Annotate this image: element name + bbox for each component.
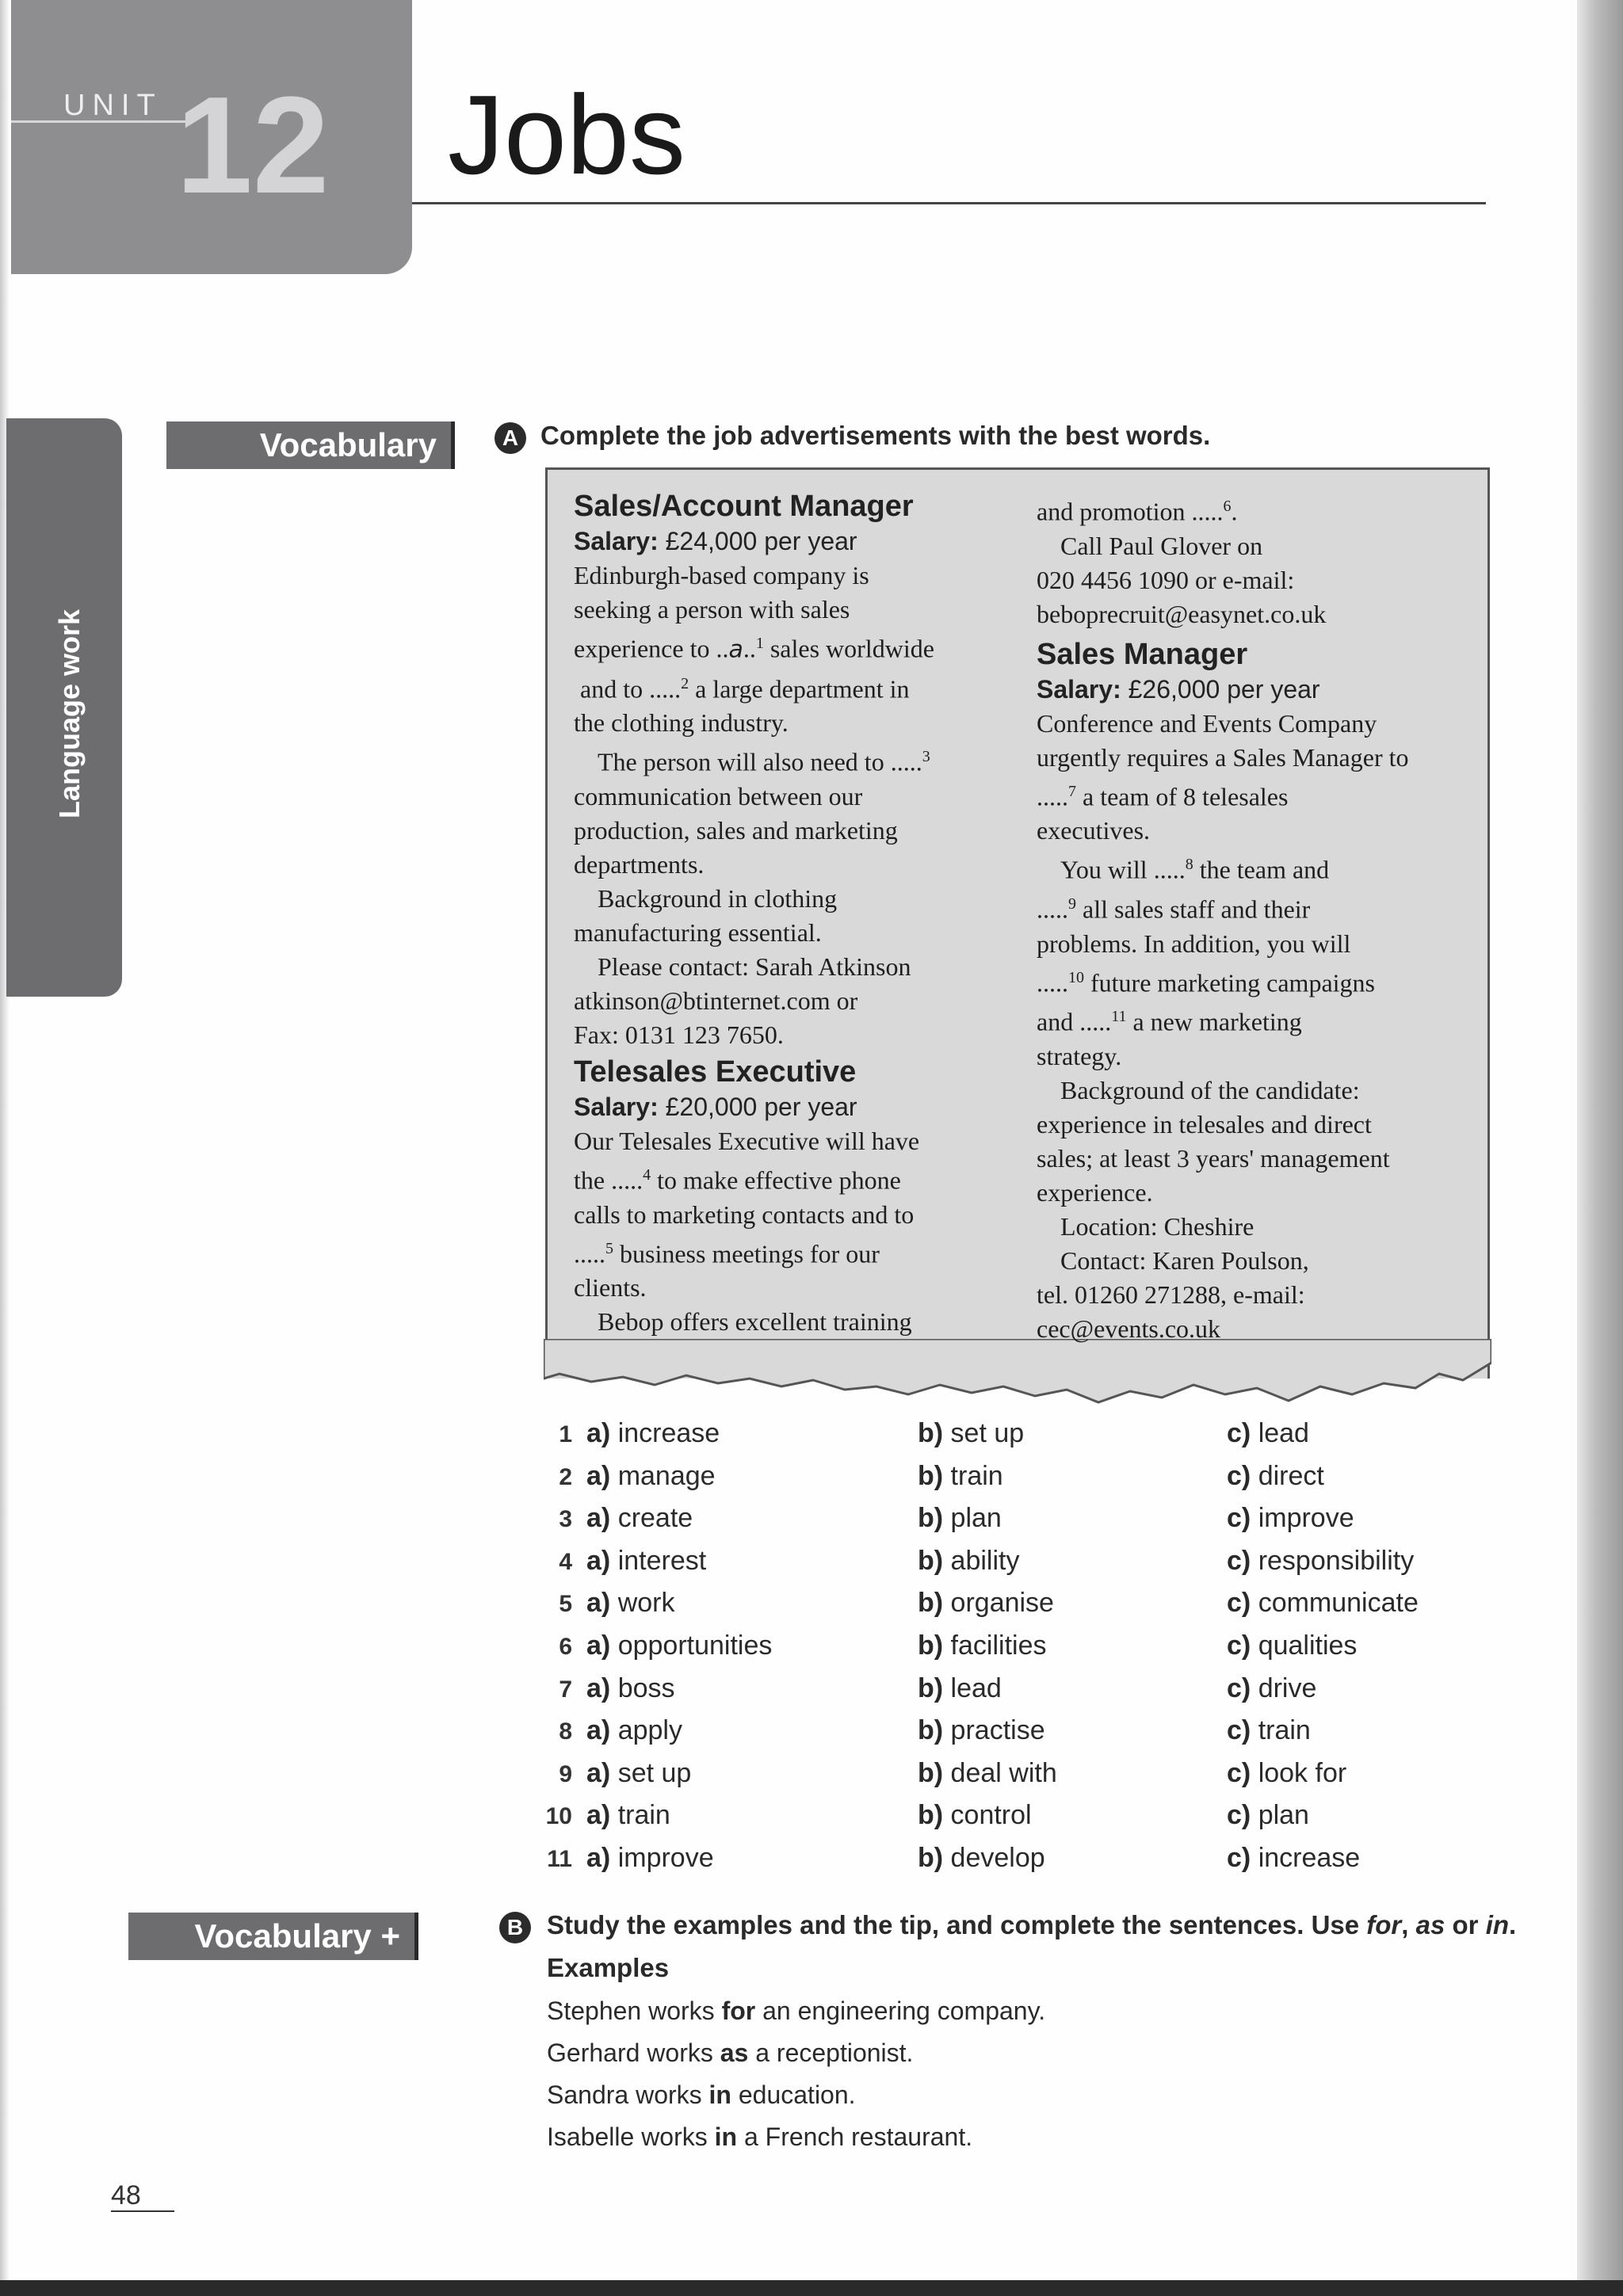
option-a[interactable] [586,1547,706,1574]
option-text: drive [1258,1673,1317,1703]
option-text: plan [1258,1800,1309,1830]
option-letter: c) [1227,1630,1251,1661]
option-text: interest [617,1546,707,1576]
option-number: 7 [559,1676,572,1703]
option-letter: b) [918,1546,944,1576]
ad-text: .....$^7$ a team of 8 telesales [1037,782,1289,811]
option-text: lead [1258,1418,1309,1448]
option-b[interactable] [918,1463,1003,1489]
option-letter: c) [1227,1715,1251,1745]
option-a[interactable] [586,1420,720,1447]
option-b[interactable] [918,1717,1045,1744]
ad-text: .....$^5$ business meetings for our [574,1239,880,1268]
option-b[interactable] [918,1675,1002,1702]
option-letter: a) [586,1673,611,1703]
ad-text: seeking a person with sales [574,595,850,624]
option-letter: c) [1227,1503,1251,1533]
ad-text: Background in clothing [598,883,838,913]
option-text: improve [1258,1503,1354,1533]
ad-text: .....$^{10}$ future marketing campaigns [1037,968,1375,997]
option-letter: c) [1227,1758,1251,1788]
option-number: 2 [559,1464,572,1490]
option-letter: b) [918,1715,944,1745]
example-sentence: Isabelle works in a French restaurant. [547,2122,973,2151]
option-c[interactable] [1227,1547,1414,1574]
exercise-a-instruction: Complete the job advertisements with the best words. [540,421,1211,450]
ad-title: Sales Manager [1037,637,1248,671]
option-a[interactable] [586,1505,693,1531]
ad-text: beboprecruit@easynet.co.uk [1037,599,1327,628]
page-bottom-edge [0,2280,1623,2296]
exercise-marker-b: B [499,1912,531,1943]
ad-title: Telesales Executive [574,1055,857,1089]
option-number: 1 [559,1421,572,1447]
option-c[interactable] [1227,1717,1311,1744]
ad-text: Bebop offers excellent training [598,1307,912,1337]
option-letter: a) [586,1843,611,1873]
option-text: train [950,1461,1003,1491]
page-title: Jobs [448,72,685,198]
option-c[interactable] [1227,1844,1360,1871]
option-a[interactable] [586,1844,714,1871]
example-sentence: Gerhard works as a receptionist. [547,2039,914,2067]
option-b[interactable] [918,1802,1032,1829]
ad-text: calls to marketing contacts and to [574,1199,915,1229]
option-a[interactable] [586,1463,716,1489]
option-number: 4 [559,1549,572,1575]
ad-text: tel. 01260 271288, e-mail: [1037,1280,1305,1309]
ad-text: Contact: Karen Poulson, [1060,1245,1309,1275]
option-c[interactable] [1227,1420,1309,1447]
ad-text: Our Telesales Executive will have [574,1126,920,1155]
ad-text: The person will also need to .....$^3$ [598,747,930,776]
option-b[interactable] [918,1844,1045,1871]
ad-text: 020 4456 1090 or e-mail: [1037,565,1295,594]
option-b[interactable] [918,1760,1057,1787]
option-letter: b) [918,1673,944,1703]
option-c[interactable] [1227,1589,1419,1616]
option-a[interactable] [586,1589,674,1616]
section-heading-vocabulary: Vocabulary [166,421,455,469]
option-b[interactable] [918,1547,1019,1574]
option-text: develop [950,1843,1045,1873]
ad-text: Edinburgh-based company is [574,561,869,589]
option-letter: a) [586,1461,611,1491]
ad-text: the .....$^4$ to make effective phone [574,1165,901,1195]
option-a[interactable] [586,1802,670,1829]
option-text: communicate [1258,1588,1419,1618]
ad-text: departments. [574,849,705,879]
page-left-edge [0,0,10,2296]
ad-text: and promotion .....$^6$. [1037,497,1238,526]
ad-text: cec@events.co.uk [1037,1314,1221,1343]
ad-text: clients. [574,1273,647,1302]
ad-text: atkinson@btinternet.com or [574,986,858,1015]
ad-text: executives. [1037,816,1151,845]
option-text: train [617,1800,670,1830]
option-letter: a) [586,1758,611,1788]
option-text: set up [950,1418,1025,1448]
option-number: 10 [545,1803,572,1829]
option-text: create [617,1503,693,1533]
option-text: control [950,1800,1032,1830]
option-text: look for [1258,1758,1347,1788]
option-c[interactable] [1227,1802,1309,1829]
side-tab-label: Language work [53,608,86,819]
ad-title: Sales/Account Manager [574,490,914,523]
ad-text: You will .....$^8$ the team and [1060,855,1330,884]
option-a[interactable] [586,1717,682,1744]
examples-label: Examples [547,1953,670,1982]
ad-text: problems. In addition, you will [1037,929,1351,958]
option-number: 5 [559,1591,572,1617]
option-a[interactable] [586,1632,772,1659]
ad-text: and .....$^{11}$ a new marketing [1037,1007,1302,1036]
option-letter: b) [918,1418,944,1448]
option-letter: c) [1227,1800,1251,1830]
option-text: direct [1258,1461,1324,1491]
ad-text: communication between our [574,781,863,810]
option-c[interactable] [1227,1505,1354,1531]
ad-text: strategy. [1037,1041,1122,1070]
ads-right-column [1037,490,1480,1346]
ad-salary: Salary: £20,000 per year [574,1092,857,1121]
option-text: lead [950,1673,1002,1703]
option-letter: b) [918,1630,944,1661]
option-b[interactable] [918,1420,1024,1447]
option-text: train [1258,1715,1311,1745]
ad-text: sales; at least 3 years' management [1037,1143,1390,1173]
ad-text: experience. [1037,1177,1153,1207]
ad-salary: Salary: £26,000 per year [1037,674,1320,704]
option-text: work [617,1588,675,1618]
option-letter: b) [918,1503,944,1533]
option-text: facilities [950,1630,1047,1661]
option-letter: b) [918,1461,944,1491]
option-c[interactable] [1227,1760,1346,1787]
option-b[interactable] [918,1632,1046,1659]
option-c[interactable] [1227,1675,1316,1702]
option-number: 9 [559,1761,572,1787]
ad-text: and to .....$^2$ a large department in [580,674,910,704]
option-letter: b) [918,1800,944,1830]
option-text: responsibility [1258,1546,1415,1576]
exercise-marker-a: A [495,422,526,454]
ad-salary: Salary: £24,000 per year [574,527,857,555]
option-letter: a) [586,1546,611,1576]
option-letter: a) [586,1588,611,1618]
section-heading-vocabulary-plus: Vocabulary + [128,1913,418,1960]
option-c[interactable] [1227,1463,1324,1489]
torn-paper-edge [544,1339,1491,1418]
option-number: 6 [559,1634,572,1660]
ad-text: experience to ..a..$^1$ sales worldwide [574,634,934,664]
option-text: practise [950,1715,1045,1745]
option-letter: a) [586,1630,611,1661]
option-letter: b) [918,1758,944,1788]
exercise-b-instruction: Study the examples and the tip, and complete the sentences. Use for, as or in. [547,1910,1517,1939]
ad-text: Background of the candidate: [1060,1075,1360,1104]
ad-text: experience in telesales and direct [1037,1109,1372,1138]
option-b[interactable] [918,1589,1054,1616]
option-text: apply [617,1715,682,1745]
ad-text: Fax: 0131 123 7650. [574,1020,784,1049]
option-text: deal with [950,1758,1057,1788]
option-letter: b) [918,1588,944,1618]
option-letter: a) [586,1503,611,1533]
ad-text: Location: Cheshire [1060,1211,1254,1241]
option-letter: c) [1227,1546,1251,1576]
unit-label: UNIT [63,89,162,122]
ad-text: production, sales and marketing [574,815,898,845]
option-letter: b) [918,1843,944,1873]
ad-text: the clothing industry. [574,708,789,738]
ads-left-column [574,488,1018,1339]
option-text: manage [617,1461,716,1491]
option-text: improve [617,1843,714,1873]
title-rule [412,202,1486,204]
option-text: opportunities [617,1630,773,1661]
option-letter: c) [1227,1461,1251,1491]
option-letter: a) [586,1800,611,1830]
ad-text: urgently requires a Sales Manager to [1037,742,1409,772]
option-text: set up [617,1758,692,1788]
option-a[interactable] [586,1760,691,1787]
option-letter: a) [586,1715,611,1745]
ad-text: Please contact: Sarah Atkinson [598,952,911,981]
ad-text: .....$^9$ all sales staff and their [1037,894,1311,924]
option-text: increase [617,1418,720,1448]
option-text: boss [617,1673,675,1703]
example-sentence: Stephen works for an engineering company. [547,1997,1046,2025]
option-number: 11 [547,1846,572,1872]
option-c[interactable] [1227,1632,1357,1659]
ad-text: manufacturing essential. [574,917,822,947]
option-text: organise [950,1588,1054,1618]
option-number: 3 [559,1506,572,1532]
option-number: 8 [559,1718,572,1745]
page-number-rule [111,2210,174,2212]
option-text: plan [950,1503,1002,1533]
option-b[interactable] [918,1505,1002,1531]
option-letter: c) [1227,1673,1251,1703]
option-letter: c) [1227,1588,1251,1618]
option-letter: a) [586,1418,611,1448]
option-text: qualities [1258,1630,1358,1661]
example-sentence: Sandra works in education. [547,2081,856,2109]
option-letter: c) [1227,1843,1251,1873]
page-binding-edge [1577,0,1623,2296]
handwritten-answer: a [728,635,743,664]
option-text: increase [1258,1843,1361,1873]
ad-text: Call Paul Glover on [1060,531,1263,560]
ad-text: Conference and Events Company [1037,708,1377,738]
option-text: ability [950,1546,1020,1576]
option-a[interactable] [586,1675,675,1702]
option-letter: c) [1227,1418,1251,1448]
unit-number: 12 [176,67,330,222]
page-number: 48 [111,2180,141,2210]
